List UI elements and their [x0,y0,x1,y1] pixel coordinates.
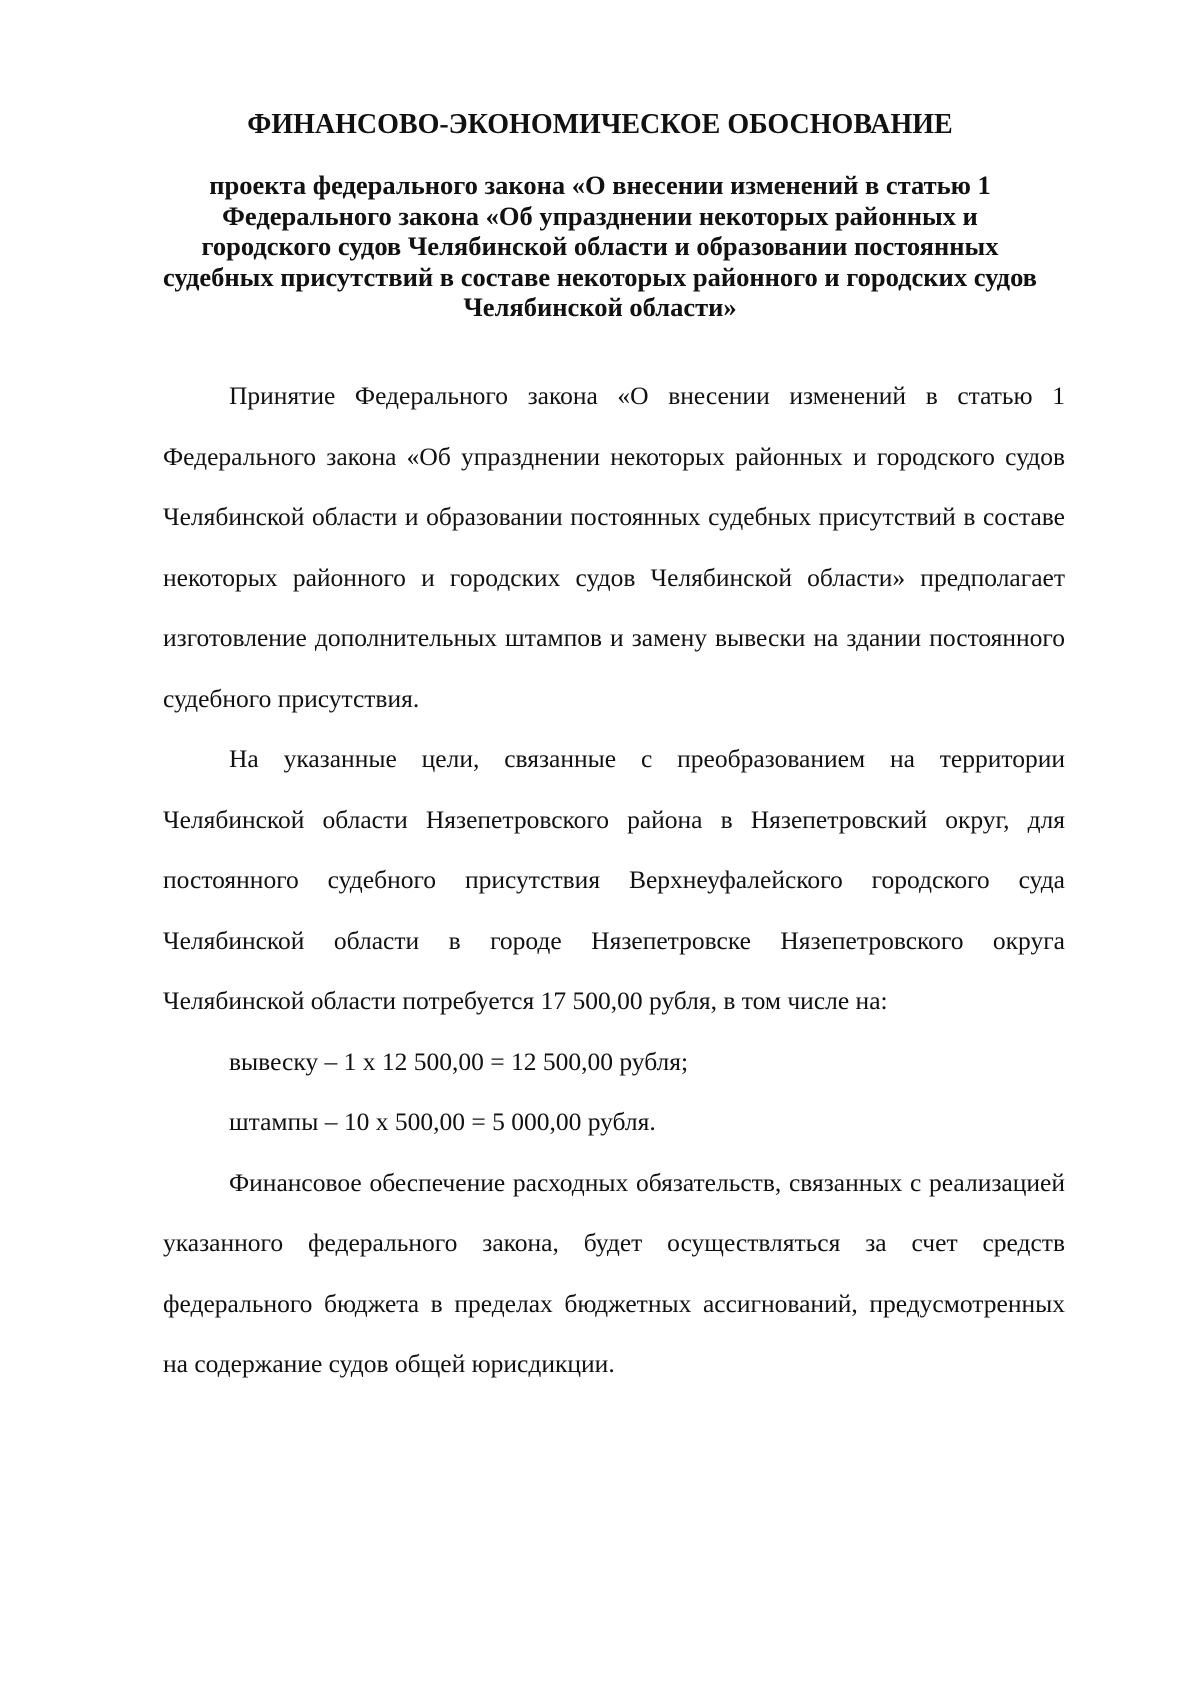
document-body [163,366,1065,1395]
document-title: ФИНАНСОВО-ЭКОНОМИЧЕСКОЕ ОБОСНОВАНИЕ [247,109,953,140]
paragraph-purpose: На указанные цели, связанные с преобразованием на территории Челябинской области Нязепетровского района в Нязепетровский округ, для постоянного судебного присутствия Верхнеуфалейского городского суда Челябинской области в городе Нязепетровске Нязепетровского округа Челябинской области потребуется 17 500,00 рубля, в том числе на: [163,744,1065,1015]
paragraph-financing: Финансовое обеспечение расходных обязательств, связанных с реализацией указанного федерального закона, будет осуществляться за счет средств федерального бюджета в пределах бюджетных ассигнований, предусмотренных на содержание судов общей юрисдикции. [163,1167,1065,1378]
paragraph-adoption: Принятие Федерального закона «О внесении изменений в статью 1 Федерального закона «Об упразднении некоторых районных и городского судов Челябинской области и образовании постоянных судебных присутствий в составе некоторых районного и городских судов Челябинской области» предполагает изготовление дополнительных штампов и замену вывески на здании постоянного судебного присутствия. [163,381,1065,713]
paragraph-stamps-cost: штампы – 10 х 500,00 = 5 000,00 рубля. [229,1107,656,1136]
paragraph-sign-cost: вывеску – 1 х 12 500,00 = 12 500,00 рубля; [229,1046,689,1076]
document-subtitle: проекта федерального закона «О внесении изменений в статью 1 Федерального закона «Об упразднении некоторых районных и городского судов Челябинской области и образовании постоянных судебных присутствий в составе некоторых районного и городских судов Челябинской области» [162,170,1037,322]
